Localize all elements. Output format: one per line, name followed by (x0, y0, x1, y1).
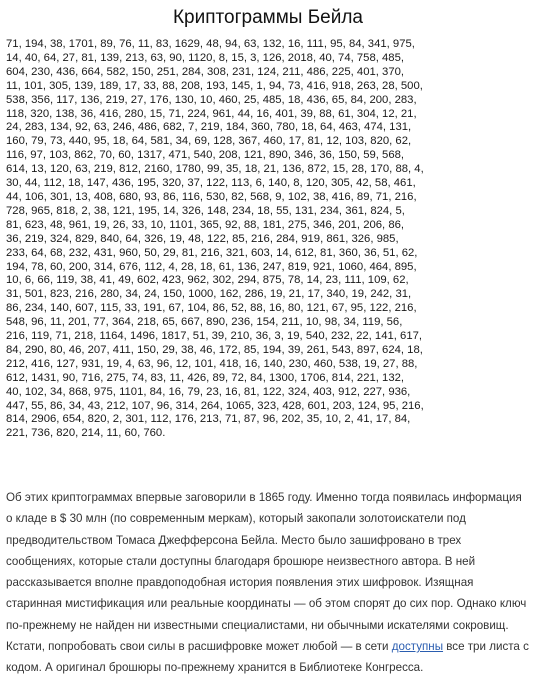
article-paragraph (6, 487, 530, 679)
available-link[interactable]: доступны (391, 640, 444, 654)
paragraph-text-before-link: Об этих криптограммах впервые заговорили в 1865 году. Именно тогда появилась информация о кладе в $ 30 млн (по современным меркам), который закопали золотоискатели под предводительством Томаса Джефферсона Бейла. Место было зашифровано в трех сообщениях, которые стали доступны благодаря брошюре неизвестного автора. В ней рассказывается вполне правдоподобная история появления этих шифровок. Изящная старинная мистификация или реальные координаты — об этом спорят до сих пор. Однако ключ по-прежнему не найден ни известными специалистами, ни обычными искателями сокровищ. Кстати, попробовать свои силы в расшифровке может любой — в сети (6, 491, 527, 654)
paragraph-text-after-link: все три листа с кодом. А оригинал брошюры по-прежнему хранится в Библиотеке Конгресса. (6, 640, 529, 675)
article-title: Криптограммы Бейла (172, 7, 364, 28)
cipher-text-block: 71, 194, 38, 1701, 89, 76, 11, 83, 1629, 48, 94, 63, 132, 16, 111, 95, 84, 341, 975, 14, 40, 64, 27, 81, 139, 213, 63, 90, 1120, 8, 15, 3, 126, 2018, 40, 74, 758, 485, 604, 230, 436, 664, 582, 150, 251, 284, 308, 231, 124, 211, 486, 225, 401, 370, 11, 101, 305, 139, 189, 17, 33, 88, 208, 193, 145, 1, 94, 73, 416, 918, 263, 28, 500, 538, 356, 117, 136, 219, 27, 176, 130, 10, 460, 25, 485, 18, 436, 65, 84, 200, 283, 118, 320, 138, 36, 416, 280, 15, 71, 224, 961, 44, 16, 401, 39, 88, 61, 304, 12, 21, 24, 283, 134, 92, 63, 246, 486, 682, 7, 219, 184, 360, 780, 18, 64, 463, 474, 131, 160, 79, 73, 440, 95, 18, 64, 581, 34, 69, 128, 367, 460, 17, 81, 12, 103, 820, 62, 116, 97, 103, 862, 70, 60, 1317, 471, 540, 208, 121, 890, 346, 36, 150, 59, 568, 614, 13, 120, 63, 219, 812, 2160, 1780, 99, 35, 18, 21, 136, 872, 15, 28, 170, 88, 4, 30, 44, 112, 18, 147, 436, 195, 320, 37, 122, 113, 6, 140, 8, 120, 305, 42, 58, 461, 44, 106, 301, 13, 408, 680, 93, 86, 116, 530, 82, 568, 9, 102, 38, 416, 89, 71, 216, 728, 965, 818, 2, 38, 121, 195, 14, 326, 148, 234, 18, 55, 131, 234, 361, 824, 5, 81, 623, 48, 961, 19, 26, 33, 10, 1101, 365, 92, 88, 181, 275, 346, 201, 206, 86, 36, 219, 324, 829, 840, 64, 326, 19, 48, 122, 85, 216, 284, 919, 861, 326, 985, 233, 64, 68, 232, 431, 960, 50, 29, 81, 216, 321, 603, 14, 612, 81, 360, 36, 51, 62, 194, 78, 60, 200, 314, 676, 112, 4, 28, 18, 61, 136, 247, 819, 921, 1060, 464, 895, 10, 6, 66, 119, 38, 41, 49, 602, 423, 962, 302, 294, 875, 78, 14, 23, 111, 109, 62, 31, 501, 823, 216, 280, 34, 24, 150, 1000, 162, 286, 19, 21, 17, 340, 19, 242, 31, 86, 234, 140, 607, 115, 33, 191, 67, 104, 86, 52, 88, 16, 80, 121, 67, 95, 122, 216, 548, 96, 11, 201, 77, 364, 218, 65, 667, 890, 236, 154, 211, 10, 98, 34, 119, 56, 216, 119, 71, 218, 1164, 1496, 1817, 51, 39, 210, 36, 3, 19, 540, 232, 22, 141, 617, 84, 290, 80, 46, 207, 411, 150, 29, 38, 46, 172, 85, 194, 39, 261, 543, 897, 624, 18, 212, 416, 127, 931, 19, 4, 63, 96, 12, 101, 418, 16, 140, 230, 460, 538, 19, 27, 88, 612, 1431, 90, 716, 275, 74, 83, 11, 426, 89, 72, 84, 1300, 1706, 814, 221, 132, 40, 102, 34, 868, 975, 1101, 84, 16, 79, 23, 16, 81, 122, 324, 403, 912, 227, 936, 447, 55, 86, 34, 43, 212, 107, 96, 314, 264, 1065, 323, 428, 601, 203, 124, 95, 216, 814, 2906, 654, 820, 2, 301, 112, 176, 213, 71, 87, 96, 202, 35, 10, 2, 41, 17, 84, 221, 736, 820, 214, 11, 60, 760. (6, 38, 424, 440)
